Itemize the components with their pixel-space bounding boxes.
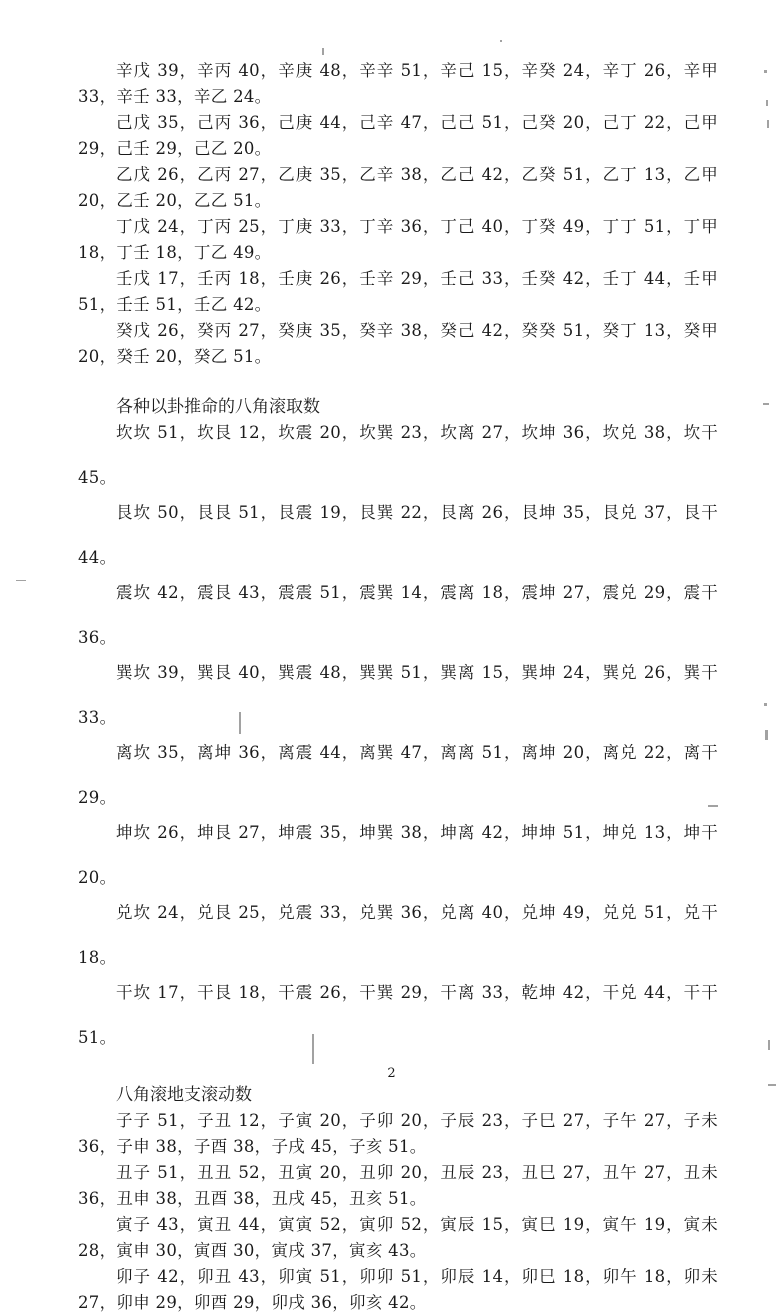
scan-speck xyxy=(708,805,718,807)
paragraph: 己戊 35，己丙 36，己庚 44，己辛 47，己己 51，己癸 20，己丁 22，己甲 29，己壬 29，己乙 20。 xyxy=(78,113,718,158)
paragraph: 丁戊 24，丁丙 25，丁庚 33，丁辛 36，丁己 40，丁癸 49，丁丁 51，丁甲 18，丁壬 18，丁乙 49。 xyxy=(78,217,718,262)
paragraph: 壬戊 17，壬丙 18，壬庚 26，壬辛 29，壬己 33，壬癸 42，壬丁 44，壬甲 51，壬壬 51，壬乙 42。 xyxy=(78,269,718,314)
scan-speck xyxy=(768,1040,770,1050)
scan-speck xyxy=(16,580,26,581)
paragraph: 艮坎 50，艮艮 51，艮震 19，艮巽 22，艮离 26，艮坤 35，艮兑 37，艮干 44。 xyxy=(78,503,718,567)
scan-speck xyxy=(764,70,767,73)
section-heading: 各种以卦推命的八角滚取数 xyxy=(116,397,320,417)
paragraph: 兑坎 24，兑艮 25，兑震 33，兑巽 36，兑离 40，兑坤 49，兑兑 51，兑干 18。 xyxy=(78,903,718,967)
scan-speck xyxy=(312,1034,314,1064)
paragraph: 寅子 43，寅丑 44，寅寅 52，寅卯 52，寅辰 15，寅巳 19，寅午 19，寅未 28，寅申 30，寅酉 30，寅戌 37，寅亥 43。 xyxy=(78,1215,718,1260)
paragraph: 巽坎 39，巽艮 40，巽震 48，巽巽 51，巽离 15，巽坤 24，巽兑 26，巽干 33。 xyxy=(78,663,718,727)
scan-speck xyxy=(500,40,502,42)
paragraph: 卯子 42，卯丑 43，卯寅 51，卯卯 51，卯辰 14，卯巳 18，卯午 18，卯未 27，卯申 29，卯酉 29，卯戌 36，卯亥 42。 xyxy=(78,1267,718,1312)
scan-speck xyxy=(767,120,769,128)
scan-speck xyxy=(763,403,769,405)
paragraph: 丑子 51，丑丑 52，丑寅 20，丑卯 20，丑辰 23，丑巳 27，丑午 27，丑未 36，丑申 38，丑酉 38，丑戌 45，丑亥 51。 xyxy=(78,1163,718,1208)
paragraph: 辛戊 39，辛丙 40，辛庚 48，辛辛 51，辛己 15，辛癸 24，辛丁 26，辛甲 33，辛壬 33，辛乙 24。 xyxy=(78,61,718,106)
section-heading: 八角滚地支滚动数 xyxy=(116,1085,252,1105)
paragraph: 坤坎 26，坤艮 27，坤震 35，坤巽 38，坤离 42，坤坤 51，坤兑 13，坤干 20。 xyxy=(78,823,718,887)
scan-speck xyxy=(768,1084,776,1086)
section-heavenly-stems xyxy=(78,58,718,370)
scan-speck xyxy=(239,712,241,734)
paragraph: 乙戊 26，乙丙 27，乙庚 35，乙辛 38，乙己 42，乙癸 51，乙丁 13，乙甲 20，乙壬 20，乙乙 51。 xyxy=(78,165,718,210)
page-content xyxy=(78,58,718,1316)
scan-speck xyxy=(765,730,768,740)
paragraph: 癸戊 26，癸丙 27，癸庚 35，癸辛 38，癸己 42，癸癸 51，癸丁 13，癸甲 20，癸壬 20，癸乙 51。 xyxy=(78,321,718,366)
scan-speck xyxy=(766,100,768,106)
paragraph: 坎坎 51，坎艮 12，坎震 20，坎巽 23，坎离 27，坎坤 36，坎兑 38，坎干 45。 xyxy=(78,423,718,487)
paragraph: 干坎 17，干艮 18，干震 26，干巽 29，干离 33，乾坤 42，干兑 44，干干 51。 xyxy=(78,983,718,1047)
scan-speck xyxy=(764,703,767,706)
paragraph: 离坎 35，离坤 36，离震 44，离巽 47，离离 51，离坤 20，离兑 22，离干 29。 xyxy=(78,743,718,807)
paragraph: 子子 51，子丑 12，子寅 20，子卯 20，子辰 23，子巳 27，子午 27，子未 36，子申 38，子酉 38，子戌 45，子亥 51。 xyxy=(78,1111,718,1156)
page-number: 2 xyxy=(387,1066,396,1081)
section-trigrams xyxy=(78,394,718,1060)
section-earthly-branches xyxy=(78,1082,718,1316)
scan-speck xyxy=(322,48,324,55)
paragraph: 震坎 42，震艮 43，震震 51，震巽 14，震离 18，震坤 27，震兑 29，震干 36。 xyxy=(78,583,718,647)
